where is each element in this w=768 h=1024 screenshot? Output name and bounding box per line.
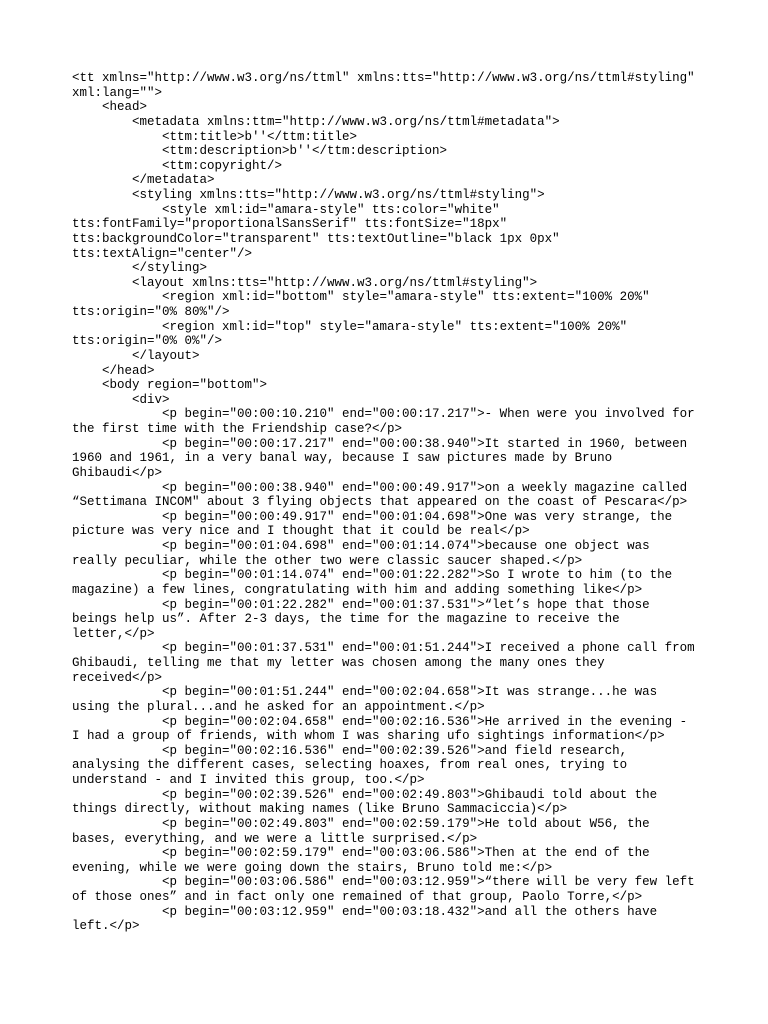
text-line: </head>: [72, 363, 155, 378]
text-line: <p begin="00:00:10.210" end="00:00:17.217">- When were you involved for: [72, 407, 695, 422]
text-line: tts:origin="0% 80%"/>: [72, 305, 230, 319]
text-line: </styling>: [72, 261, 208, 276]
text-line: <styling xmlns:tts="http://www.w3.org/ns/ttml#styling">: [72, 188, 545, 202]
text-line: <div>: [72, 392, 170, 407]
text-line: <ttm:description>b''</ttm:description>: [72, 144, 448, 159]
text-line: <layout xmlns:tts="http://www.w3.org/ns/ttml#styling">: [72, 275, 538, 290]
text-line: “Settimana INCOM" about 3 flying objects that appeared on the coast of Pescara</p>: [72, 495, 688, 510]
text-line: evening, while we were going down the stairs, Bruno told me:</p>: [72, 860, 553, 875]
text-line: 1960 and 1961, in a very banal way, because I saw pictures made by Bruno: [72, 451, 613, 466]
text-line: <p begin="00:01:04.698" end="00:01:14.074">because one object was: [72, 539, 650, 553]
text-line: things directly, without making names (like Bruno Sammaciccia)</p>: [72, 802, 568, 817]
text-line: <region xml:id="top" style="amara-style" tts:extent="100% 20%": [72, 319, 628, 334]
text-line: <p begin="00:02:04.658" end="00:02:16.536">He arrived in the evening -: [72, 714, 688, 729]
text-line: using the plural...and he asked for an appointment.</p>: [72, 699, 485, 714]
text-line: of those ones” and in fact only one remained of that group, Paolo Torre,</p>: [72, 890, 643, 904]
text-line: <head>: [72, 100, 148, 115]
text-line: bases, everything, and we were a little surprised.</p>: [72, 831, 478, 846]
text-line: <ttm:title>b''</ttm:title>: [72, 129, 358, 144]
text-line: <p begin="00:02:59.179" end="00:03:06.586">Then at the end of the: [72, 846, 650, 861]
text-line: <p begin="00:02:39.526" end="00:02:49.803">Ghibaudi told about the: [72, 787, 658, 802]
text-line: analysing the different cases, selecting hoaxes, from real ones, trying to: [72, 758, 628, 773]
text-line: magazine) a few lines, congratulating with him and adding something like</p>: [72, 582, 643, 597]
text-line: <style xml:id="amara-style" tts:color="white": [72, 202, 500, 217]
text-line: <p begin="00:00:38.940" end="00:00:49.917">on a weekly magazine called: [72, 480, 688, 495]
text-line: <p begin="00:01:37.531" end="00:01:51.244">I received a phone call from: [72, 641, 695, 656]
text-line: <tt xmlns="http://www.w3.org/ns/ttml" xmlns:tts="http://www.w3.org/ns/ttml#styling": [72, 71, 695, 85]
text-line: the first time with the Friendship case?</p>: [72, 422, 403, 436]
text-line: understand - and I invited this group, too.</p>: [72, 773, 425, 787]
text-line: <p begin="00:00:49.917" end="00:01:04.698">One was very strange, the: [72, 509, 673, 524]
text-line: Ghibaudi</p>: [72, 465, 163, 480]
text-line: <p begin="00:01:22.282" end="00:01:37.531">“let’s hope that those: [72, 597, 650, 612]
text-line: <p begin="00:01:14.074" end="00:01:22.282">So I wrote to him (to the: [72, 568, 673, 583]
text-line: <p begin="00:03:12.959" end="00:03:18.432">and all the others have: [72, 904, 658, 919]
text-line: received</p>: [72, 670, 163, 685]
text-line: tts:backgroundColor="transparent" tts:textOutline="black 1px 0px": [72, 231, 560, 246]
text-line: Ghibaudi, telling me that my letter was chosen among the many ones they: [72, 656, 605, 670]
text-line: letter,</p>: [72, 626, 155, 641]
text-line: <p begin="00:03:06.586" end="00:03:12.959">“there will be very few left: [72, 875, 695, 890]
text-line: <ttm:copyright/>: [72, 158, 283, 173]
text-line: <body region="bottom">: [72, 378, 268, 393]
text-line: <metadata xmlns:ttm="http://www.w3.org/ns/ttml#metadata">: [72, 114, 560, 129]
text-line: <p begin="00:01:51.244" end="00:02:04.658">It was strange...he was: [72, 685, 658, 700]
text-line: </metadata>: [72, 173, 215, 188]
text-line: tts:fontFamily="proportionalSansSerif" tts:fontSize="18px": [72, 217, 508, 232]
text-line: really peculiar, while the other two were classic saucer shaped.</p>: [72, 553, 583, 568]
text-line: tts:textAlign="center"/>: [72, 246, 253, 261]
text-line: <p begin="00:02:16.536" end="00:02:39.526">and field research,: [72, 743, 628, 758]
text-line: </layout>: [72, 348, 200, 363]
text-line: picture was very nice and I thought that it could be real</p>: [72, 524, 530, 539]
text-line: <p begin="00:00:17.217" end="00:00:38.940">It started in 1960, between: [72, 436, 688, 451]
document-text: [72, 71, 712, 934]
text-line: xml:lang="">: [72, 85, 163, 100]
text-line: I had a group of friends, with whom I was sharing ufo sightings information</p>: [72, 729, 665, 744]
text-line: <p begin="00:02:49.803" end="00:02:59.179">He told about W56, the: [72, 816, 650, 831]
text-line: left.</p>: [72, 919, 140, 934]
text-line: beings help us”. After 2-3 days, the time for the magazine to receive the: [72, 612, 620, 627]
text-line: <region xml:id="bottom" style="amara-style" tts:extent="100% 20%": [72, 290, 650, 305]
text-line: tts:origin="0% 0%"/>: [72, 334, 223, 349]
